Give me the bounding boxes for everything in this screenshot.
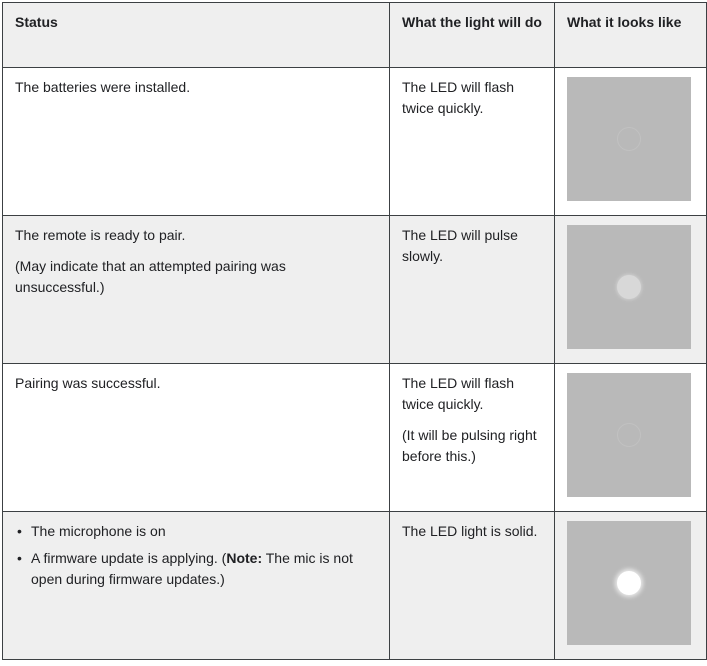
- header-status: [3, 3, 390, 68]
- light-cell: [390, 364, 555, 512]
- status-cell: [3, 68, 390, 216]
- list-item-text: The mic is not open during firmware updates.): [31, 550, 353, 587]
- flash-twice-icon: [617, 127, 641, 151]
- table-header-row: [3, 3, 707, 68]
- header-looks-label: What it looks like: [567, 14, 682, 30]
- table-row: [3, 512, 707, 660]
- status-cell: [3, 216, 390, 364]
- table-row: [3, 68, 707, 216]
- solid-light-icon: [617, 571, 641, 595]
- led-preview-image: [567, 77, 691, 201]
- light-text: The LED will pulse slowly.: [402, 227, 518, 264]
- preview-cell: [555, 216, 707, 364]
- note-label: Note:: [226, 550, 263, 566]
- list-item: • The microphone is on: [15, 521, 377, 542]
- light-cell: [390, 68, 555, 216]
- preview-cell: [555, 68, 707, 216]
- status-text: Pairing was successful.: [15, 375, 161, 391]
- list-item: [15, 548, 377, 590]
- preview-cell: [555, 512, 707, 660]
- light-text: The LED will flash twice quickly.: [402, 79, 515, 116]
- preview-cell: [555, 364, 707, 512]
- status-text: The batteries were installed.: [15, 79, 191, 95]
- light-note: (It will be pulsing right before this.): [402, 427, 537, 464]
- status-note: (May indicate that an attempted pairing was unsuccessful.): [15, 258, 286, 295]
- led-status-table: [2, 2, 707, 660]
- table-row: [3, 364, 707, 512]
- led-preview-image: [567, 521, 691, 645]
- pulse-slowly-icon: [617, 275, 641, 299]
- light-text: The LED will flash twice quickly.: [402, 375, 515, 412]
- led-preview-image: [567, 225, 691, 349]
- light-cell: [390, 216, 555, 364]
- light-text: The LED light is solid.: [402, 523, 538, 539]
- led-preview-image: [567, 373, 691, 497]
- header-status-label: Status: [15, 14, 58, 30]
- status-text: The remote is ready to pair.: [15, 227, 186, 243]
- header-looks: [555, 3, 707, 68]
- light-cell: [390, 512, 555, 660]
- status-cell: [3, 512, 390, 660]
- status-cell: [3, 364, 390, 512]
- flash-twice-icon: [617, 423, 641, 447]
- status-list: [15, 521, 377, 590]
- list-item-text: A firmware update is applying. (: [31, 550, 227, 566]
- header-light: [390, 3, 555, 68]
- header-light-label: What the light will do: [402, 14, 542, 30]
- table-row: [3, 216, 707, 364]
